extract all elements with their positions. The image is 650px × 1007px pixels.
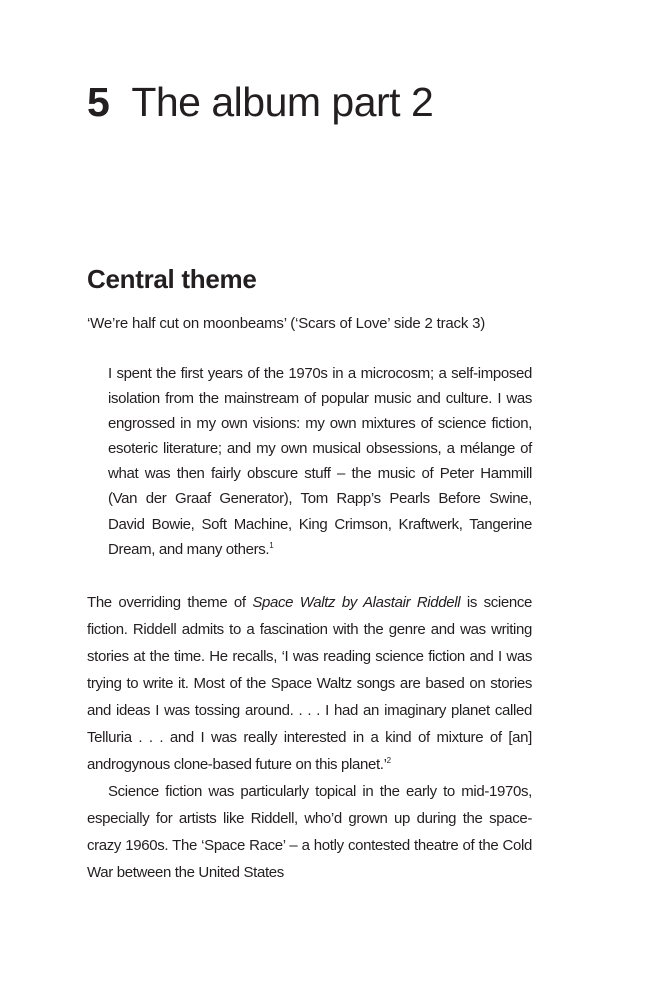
footnote-ref-2[interactable]: 2 [386, 756, 391, 766]
body-text [87, 589, 532, 887]
block-quote-text: I spent the first years of the 1970s in a microcosm; a self-imposed isolation from the mainstream of popular music and culture. I was engrossed in my own visions: my own mixtures of science fiction, esoteric literature; and my own musical obsessions, a mélange of what was then fairly obscure stuff – the music of Peter Hammill (Van der Graaf Generator), Tom Rapp’s Pearls Before Swine, David Bowie, Soft Machine, King Crimson, Kraftwerk, Tangerine Dream, and many others. [108, 365, 532, 558]
paragraph-1-rest: is science fiction. Riddell admits to a fascination with the genre and was writing stories at the time. He recalls, ‘I was reading science fiction and I was trying to write it. Most of the Space Waltz songs are based on stories and ideas I was tossing around. . . . I had an imaginary planet called Telluria . . . and I was really interested in a kind of mixture of [an] androgynous clone-based future on this planet.’ [87, 594, 532, 774]
section-heading: Central theme [87, 264, 257, 294]
chapter-heading [87, 72, 433, 132]
block-quote [108, 361, 532, 562]
epigraph: ‘We’re half cut on moonbeams’ (‘Scars of Love’ side 2 track 3) [87, 315, 486, 332]
chapter-number: 5 [87, 79, 110, 125]
paragraph-2: Science fiction was particularly topical in the early to mid-1970s, especially for artists like Riddell, who’d grown up during the space-crazy 1960s. The ‘Space Race’ – a hotly contested theatre of the Cold War between the United States [87, 783, 532, 882]
album-title: Space Waltz by Alastair Riddell [252, 594, 461, 611]
chapter-title: The album part 2 [131, 79, 434, 125]
paragraph-1 [87, 589, 532, 778]
paragraph-1-lead: The overriding theme of [87, 594, 253, 611]
footnote-ref-1[interactable]: 1 [269, 540, 274, 550]
